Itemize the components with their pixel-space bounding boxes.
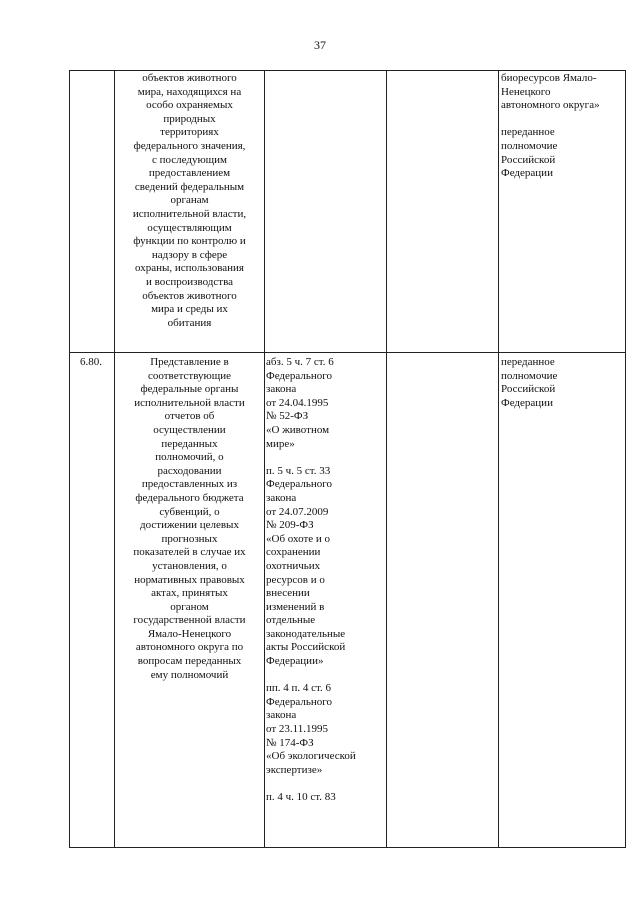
- column-divider: [264, 70, 265, 848]
- row-number: 6.80.: [80, 356, 102, 368]
- table-left-border: [69, 70, 70, 848]
- authority-note: биоресурсов Ямало- Ненецкого автономного округа» переданное полномочие Российской Федерации: [501, 72, 600, 180]
- table-right-border: [625, 70, 626, 848]
- column-divider: [498, 70, 499, 848]
- legal-basis: абз. 5 ч. 7 ст. 6 Федерального закона от 24.04.1995 № 52-ФЗ «О животном мире» п. 5 ч. 5 ст. 33 Федерального закона от 24.07.2009 № 209-ФЗ «Об охоте и о сохранении охотничьих ресурсов и о внесении изменений в отдельные законодательные акты Российской Федерации» пп. 4 п. 4 ст. 6 Федерального закона от 23.11.1995 № 174-ФЗ «Об экологической экспертизе» п. 4 ч. 10 ст. 83: [266, 356, 356, 803]
- table-top-border: [69, 70, 626, 71]
- authority-name: Представление в соответствующие федеральные органы исполнительной власти отчетов об осуществлении переданных полномочий, о расходовании предоставленных из федерального бюджета субвенций, о достижении целевых прогнозных показателей в случае их установления, о нормативных правовых актах, принятых органом государственной власти Ямало-Ненецкого автономного округа по вопросам переданных ему полномочий: [133, 356, 246, 681]
- authority-name: объектов животного мира, находящихся на особо охраняемых природных территориях федерального значения, с последующим предоставлением сведений федеральным органам исполнительной власти, осуществляющим функции по контролю и надзору в сфере охраны, использования и воспроизводства объектов животного мира и среды их обитания: [132, 72, 247, 329]
- authority-note: переданное полномочие Российской Федерации: [501, 356, 558, 409]
- column-divider: [386, 70, 387, 848]
- page-number: 37: [314, 38, 326, 52]
- authority-table: [69, 70, 626, 848]
- table-bottom-border: [69, 847, 626, 848]
- column-divider: [114, 70, 115, 848]
- row-divider: [69, 352, 626, 353]
